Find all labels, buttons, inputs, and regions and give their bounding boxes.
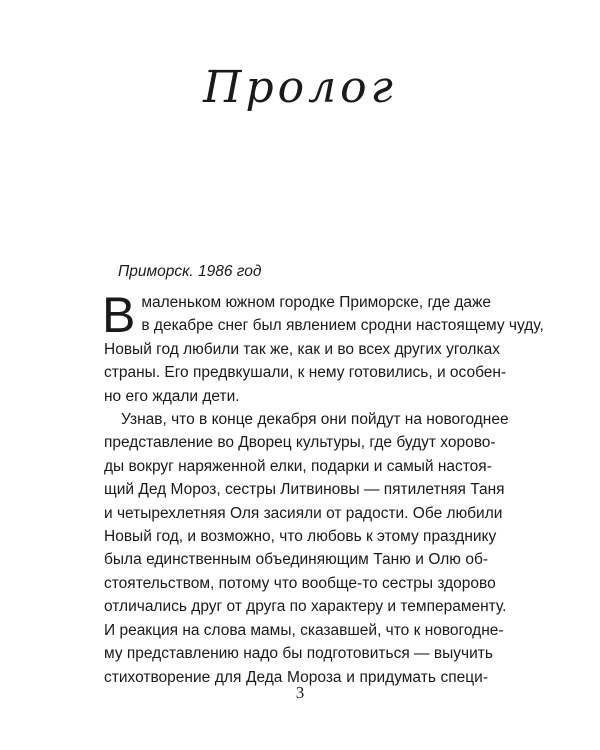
page-number: 3: [295, 683, 305, 702]
text-line: Узнав, что в конце декабря они пойдут на новогоднее: [121, 411, 509, 429]
text-line: ды вокруг наряженной елки, подарки и самый настоя-: [104, 457, 492, 475]
text-line: в декабре снег был явлением сродни настоящему чуду,: [141, 317, 544, 335]
text-line: И реакция на слова мамы, сказавшей, что к новогодне-: [104, 621, 504, 639]
text-line: маленьком южном городке Приморске, где даже: [141, 294, 492, 311]
text-line: была единственным объединяющим Таню и Олю об-: [104, 551, 488, 569]
paragraph-1: [102, 287, 544, 408]
text-line: стоятельством, потому что вообще-то сестры здорово: [104, 574, 496, 592]
place-date-heading: Приморск. 1986 год: [118, 263, 262, 280]
paragraph-2: [104, 408, 509, 689]
text-line: представление во Дворец культуры, где будут хорово-: [104, 434, 496, 452]
drop-cap: В: [102, 287, 136, 343]
text-line: му представлению надо бы подготовиться — выучить: [104, 645, 493, 663]
chapter-title: Пролог: [203, 62, 397, 113]
text-line: Новый год любили так же, как и во всех других уголках: [104, 340, 500, 358]
text-line: стихотворение для Деда Мороза и придумать специ-: [104, 668, 488, 686]
text-line: но его ждали дети.: [104, 387, 240, 405]
text-line: щий Дед Мороз, сестры Литвиновы — пятилетняя Таня: [104, 481, 505, 499]
body-text: [102, 287, 544, 689]
text-line: Новый год, и возможно, что любовь к этому празднику: [104, 528, 497, 546]
text-line: и четырехлетняя Оля засияли от радости. Обе любили: [104, 504, 503, 522]
text-line: страны. Его предвкушали, к нему готовились, и особен-: [104, 364, 507, 382]
text-line: отличались друг от друга по характеру и темпераменту.: [104, 598, 507, 616]
